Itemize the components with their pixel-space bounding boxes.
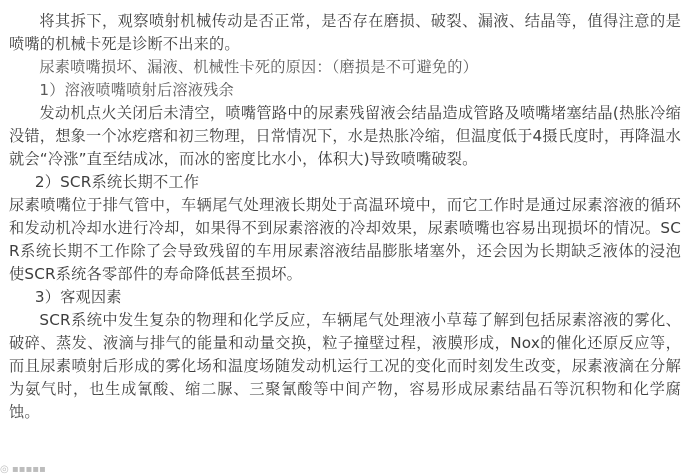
paragraph-scr-idle: 尿素喷嘴位于排气管中，车辆尾气处理液长期处于高温环境中，而它工作时是通过尿素溶液的循环和发动机冷却水进行冷却，如果得不到尿素溶液的冷却效果，尿素喷嘴也容易出现损坏的情况。SCR系统长期不工作除了会导致残留的车用尿素溶液结晶膨胀堵塞外，还会因为长期缺乏液体的浸泡使SCR系统各零部件的寿命降低甚至损坏。 [9,196,681,283]
paragraph-causes-heading: 尿素喷嘴损坏、漏液、机械性卡死的原因：（磨损是不可避免的） [39,58,479,76]
section-heading-3: 3）客观因素 [34,288,122,306]
paragraph-residue: 发动机点火关闭后未清空，喷嘴管路中的尿素残留液会结晶造成管路及喷嘴堵塞结晶(热胀冷缩没错，想象一个冰疙瘩和初三物理，日常情况下，水是热胀冷缩，但温度低于4摄氏度时，再降温水就会“冷涨”直至结成冰，而冰的密度比水小，体积大)导致喷嘴破裂。 [9,104,681,168]
paragraph-objective: SCR系统中发生复杂的物理和化学反应，车辆尾气处理液小草莓了解到包括尿素溶液的雾化、破碎、蒸发、液滴与排气的能量和动量交换，粒子撞壁过程，液膜形成，Nox的催化还原反应等，而且尿素喷射后形成的雾化场和温度场随发动机运行工况的变化而时刻发生改变，尿素液滴在分解为氨气时，也生成氰酸、缩二脲、三聚氰酸等中间产物，容易形成尿素结晶石等沉积物和化学腐蚀。 [9,311,681,421]
watermark: ◎ ▪▪▪▪▪ [0,464,46,475]
section-heading-1: 1）溶液喷嘴喷射后溶液残余 [39,81,234,99]
paragraph-inspection: 将其拆下，观察喷射机械传动是否正常，是否存在磨损、破裂、漏液、结晶等，值得注意的是喷嘴的机械卡死是诊断不出来的。 [9,12,681,53]
section-heading-2: 2）SCR系统长期不工作 [34,173,200,191]
article-body [9,10,681,424]
